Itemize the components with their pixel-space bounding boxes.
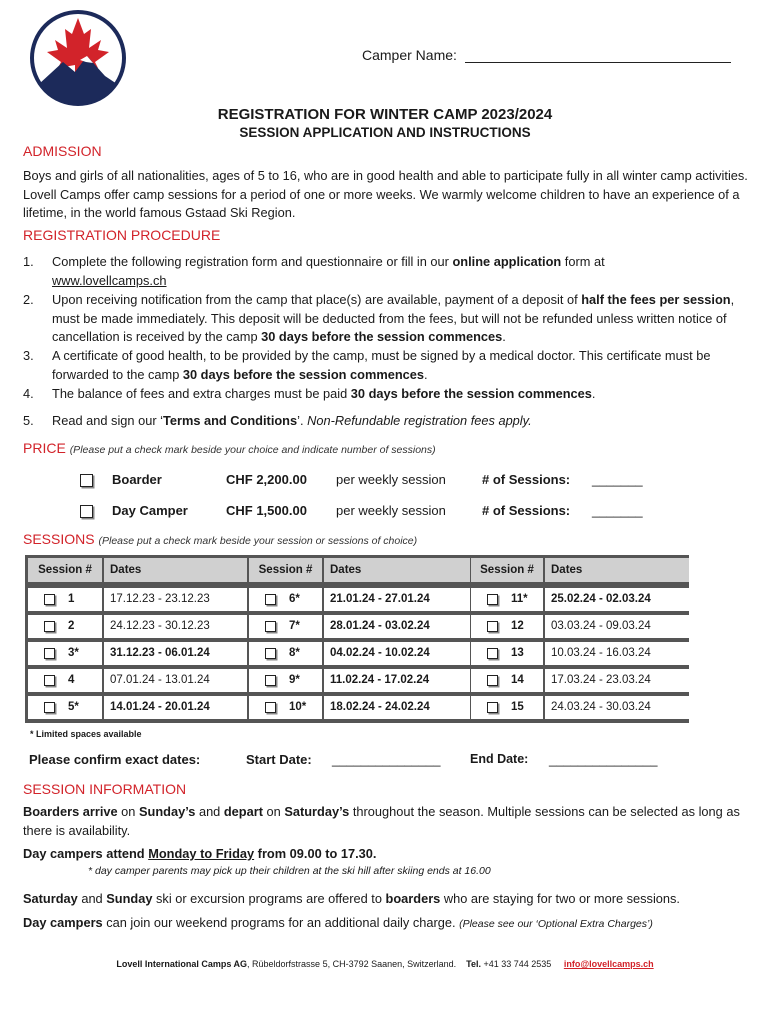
session-checkbox[interactable]: [487, 594, 498, 605]
footer-company: Lovell International Camps AG: [116, 959, 248, 969]
page-title: REGISTRATION FOR WINTER CAMP 2023/2024: [217, 106, 553, 123]
session-number: 13: [511, 647, 524, 659]
col-header-session: Session #: [249, 558, 322, 582]
session-number: 15: [511, 701, 524, 713]
registration-step-2: 2. Upon receiving notification from the camp that place(s) are available, payment of a deposit of half the fees per session, must be made immediately. This deposit will be deducted from the fees, but will not be refunded unless written notice of cancellation is received by the camp 30 days before the session commences.: [23, 292, 735, 344]
session-dates-cell: 25.02.24 - 02.03.24: [545, 588, 689, 611]
admission-heading: ADMISSION: [23, 143, 102, 159]
registration-step-3: 3. A certificate of good health, to be provided by the camp, must be signed by a medical doctor. This certificate must be forwarded to the camp 30 days before the session commences.: [23, 348, 711, 382]
session-dates-cell: 14.01.24 - 20.01.24: [104, 696, 247, 719]
session-dates-cell: 04.02.24 - 10.02.24: [324, 642, 470, 665]
price-note: (Please put a check mark beside your choice and indicate number of sessions): [69, 444, 436, 456]
session-number: 2: [68, 620, 75, 632]
session-dates-cell: 11.02.24 - 17.02.24: [324, 669, 470, 692]
boarder-sessions-blank[interactable]: _______: [592, 472, 643, 487]
session-dates-cell: 31.12.23 - 06.01.24: [104, 642, 247, 665]
info-boarders: Boarders arrive on Sunday’s and depart on Saturday’s throughout the season. Multiple sessions can be selected as long as there is availability.: [23, 804, 740, 838]
session-checkbox[interactable]: [44, 594, 55, 605]
session-checkbox[interactable]: [487, 621, 498, 632]
boarder-checkbox[interactable]: [80, 474, 93, 487]
step-number: 1.: [23, 254, 34, 269]
session-dates-cell: 18.02.24 - 24.02.24: [324, 696, 470, 719]
session-checkbox[interactable]: [265, 702, 276, 713]
session-number-cell: [471, 588, 543, 611]
end-date-blank[interactable]: _______________: [549, 752, 658, 767]
day-camper-checkbox[interactable]: [80, 505, 93, 518]
page-subtitle: SESSION APPLICATION AND INSTRUCTIONS: [239, 125, 531, 140]
session-number: 11*: [511, 593, 528, 605]
session-dates-cell: 17.12.23 - 23.12.23: [104, 588, 247, 611]
session-number-cell: [249, 615, 322, 638]
session-dates-cell: 03.03.24 - 09.03.24: [545, 615, 689, 638]
limited-spaces-note: * Limited spaces available: [30, 729, 142, 739]
sessions-table: [25, 555, 689, 723]
footer-tel: +41 33 744 2535: [481, 959, 552, 969]
session-number-cell: [471, 642, 543, 665]
session-number-cell: [471, 669, 543, 692]
camper-name-field[interactable]: Camper Name:: [362, 47, 731, 63]
info-weekend-day-campers: Day campers can join our weekend programs for an additional daily charge. (Please see our ‘Optional Extra Charges’): [23, 915, 653, 930]
price-row-boarder: Boarder CHF 2,200.00 per weekly session # of Sessions: _______: [80, 472, 93, 487]
price-row-day-camper: Day Camper CHF 1,500.00 per weekly session # of Sessions: _______: [80, 503, 93, 518]
session-number-cell: [249, 588, 322, 611]
lovell-camps-logo: [25, 10, 131, 106]
info-weekend-boarders: Saturday and Sunday ski or excursion programs are offered to boarders who are staying for two or more sessions.: [23, 891, 680, 906]
registration-step-5: 5. Read and sign our ‘Terms and Conditions’. Non-Refundable registration fees apply.: [23, 412, 753, 432]
col-header-session: Session #: [471, 558, 543, 582]
session-number: 10*: [289, 701, 307, 713]
session-number-cell: [28, 696, 102, 719]
session-checkbox[interactable]: [487, 648, 498, 659]
footer-address: , Rübeldorfstrasse 5, CH-3792 Saanen, Switzerland.: [247, 959, 457, 969]
session-dates-cell: 07.01.24 - 13.01.24: [104, 669, 247, 692]
footer: [0, 959, 770, 969]
website-link[interactable]: www.lovellcamps.ch: [52, 272, 167, 288]
session-number: 6*: [289, 593, 300, 605]
session-checkbox[interactable]: [265, 621, 276, 632]
session-number-cell: [249, 669, 322, 692]
step-number: 2.: [23, 292, 34, 307]
session-number-cell: [28, 588, 102, 611]
session-number: 8*: [289, 647, 300, 659]
session-checkbox[interactable]: [44, 621, 55, 632]
session-dates-cell: 24.03.24 - 30.03.24: [545, 696, 689, 719]
session-number: 12: [511, 620, 524, 632]
session-dates-cell: 17.03.24 - 23.03.24: [545, 669, 689, 692]
camper-name-line[interactable]: [465, 48, 731, 63]
session-checkbox[interactable]: [44, 648, 55, 659]
confirm-dates-label: Please confirm exact dates:: [29, 752, 201, 767]
price-heading: PRICE (Please put a check mark beside your choice and indicate number of sessions): [23, 440, 436, 456]
camper-name-label: Camper Name: [362, 47, 454, 63]
session-number-cell: [28, 669, 102, 692]
session-checkbox[interactable]: [487, 675, 498, 686]
col-header-dates: Dates: [545, 558, 689, 582]
step-number: 5.: [23, 413, 34, 428]
registration-step-4: 4. The balance of fees and extra charges must be paid 30 days before the session commences.: [23, 385, 753, 405]
sessions-heading: SESSIONS (Please put a check mark beside your session or sessions of choice): [23, 531, 418, 547]
registration-heading: REGISTRATION PROCEDURE: [23, 227, 221, 243]
footer-email[interactable]: info@lovellcamps.ch: [563, 959, 654, 969]
session-number-cell: [249, 696, 322, 719]
start-date-label: Start Date:: [246, 752, 312, 767]
session-info-heading: SESSION INFORMATION: [23, 781, 187, 797]
col-header-session: Session #: [28, 558, 102, 582]
session-number: 9*: [289, 674, 300, 686]
session-number-cell: [471, 615, 543, 638]
admission-text: Boys and girls of all nationalities, ages of 5 to 16, who are in good health and able to participate fully in all winter camp activities. Lovell Camps offer camp sessions for a period of one or more weeks. We warmly welcome children to have an experience of a lifetime, in the world famous Gstaad Ski Region.: [23, 168, 748, 220]
session-number: 5*: [68, 701, 79, 713]
session-number-cell: [471, 696, 543, 719]
footer-tel-label: Tel.: [466, 959, 481, 969]
session-dates-cell: 28.01.24 - 03.02.24: [324, 615, 470, 638]
session-checkbox[interactable]: [44, 702, 55, 713]
registration-step-1: 1. Complete the following registration form and questionnaire or fill in our online application form at www.lovellcamps.ch: [23, 254, 605, 288]
session-number: 1: [68, 593, 75, 605]
session-checkbox[interactable]: [265, 648, 276, 659]
session-dates-cell: 21.01.24 - 27.01.24: [324, 588, 470, 611]
session-number-cell: [28, 642, 102, 665]
session-number-cell: [249, 642, 322, 665]
session-number: 3*: [68, 647, 79, 659]
start-date-blank[interactable]: _______________: [332, 752, 441, 767]
step-number: 4.: [23, 386, 34, 401]
session-checkbox[interactable]: [44, 675, 55, 686]
sessions-note: (Please put a check mark beside your session or sessions of choice): [98, 535, 418, 547]
info-day-campers-note: * day camper parents may pick up their children at the ski hill after skiing ends at 16.00: [88, 865, 491, 877]
session-checkbox[interactable]: [487, 702, 498, 713]
session-number-cell: [28, 615, 102, 638]
info-day-campers: Day campers attend Monday to Friday from 09.00 to 17.30.: [23, 846, 377, 861]
session-checkbox[interactable]: [265, 594, 276, 605]
session-dates-cell: 10.03.24 - 16.03.24: [545, 642, 689, 665]
step-number: 3.: [23, 348, 34, 363]
session-number: 4: [68, 674, 75, 686]
session-checkbox[interactable]: [265, 675, 276, 686]
col-header-dates: Dates: [104, 558, 247, 582]
session-dates-cell: 24.12.23 - 30.12.23: [104, 615, 247, 638]
session-number: 14: [511, 674, 524, 686]
col-header-dates: Dates: [324, 558, 470, 582]
session-number: 7*: [289, 620, 300, 632]
day-camper-sessions-blank[interactable]: _______: [592, 503, 643, 518]
end-date-label: End Date:: [470, 752, 529, 766]
